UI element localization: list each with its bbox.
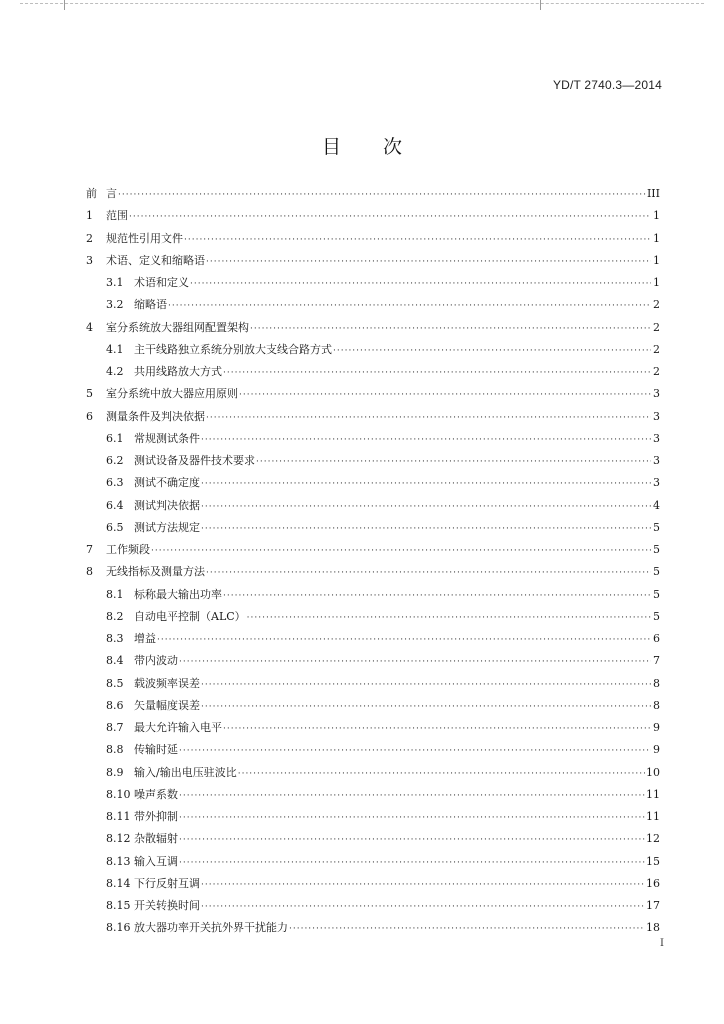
toc-entry[interactable] xyxy=(86,205,660,227)
toc-entry[interactable] xyxy=(86,450,660,472)
toc-leader-dots xyxy=(129,206,651,228)
toc-leader-dots xyxy=(223,362,651,384)
toc-entry-page: 5 xyxy=(653,587,660,601)
toc-entry[interactable] xyxy=(86,272,660,294)
toc-leader-dots xyxy=(206,407,651,429)
toc-entry-number: 8.13 xyxy=(106,854,131,868)
toc-entry-title: 测试设备及器件技术要求 xyxy=(134,454,255,467)
toc-entry-page: 3 xyxy=(653,476,660,490)
toc-leader-dots xyxy=(168,295,651,317)
toc-leader-dots xyxy=(179,785,645,807)
toc-entry[interactable] xyxy=(86,339,660,361)
toc-leader-dots xyxy=(223,585,651,607)
toc-entry-page: 8 xyxy=(653,698,660,712)
toc-entry-title: 术语和定义 xyxy=(134,276,189,289)
toc-entry-page: 9 xyxy=(653,721,660,734)
toc-entry-number: 8 xyxy=(86,565,93,579)
toc-entry-page: 16 xyxy=(646,876,660,890)
toc-entry-page: 1 xyxy=(653,209,660,223)
toc-entry-page: 3 xyxy=(653,409,660,423)
toc-entry-title: 室分系统放大器组网配置架构 xyxy=(106,320,249,334)
toc-entry-number: 8.12 xyxy=(106,832,131,846)
toc-entry-number: 6.3 xyxy=(106,476,124,490)
toc-entry-number: 4.1 xyxy=(106,342,124,356)
scan-edge-mark xyxy=(540,0,541,10)
page-number: I xyxy=(660,938,664,949)
toc-entry-title: 工作频段 xyxy=(106,543,150,556)
toc-entry[interactable] xyxy=(86,628,660,650)
toc-leader-dots xyxy=(201,429,651,451)
toc-leader-dots xyxy=(201,696,651,718)
toc-entry[interactable] xyxy=(86,584,660,606)
toc-entry-title: 言 xyxy=(106,187,117,200)
toc-entry[interactable] xyxy=(86,806,660,828)
toc-leader-dots xyxy=(151,540,651,562)
toc-entry-number: 8.16 xyxy=(106,921,131,935)
toc-entry-page: 8 xyxy=(653,676,660,690)
toc-leader-dots xyxy=(206,562,651,584)
toc-leader-dots xyxy=(201,496,651,518)
toc-leader-dots xyxy=(179,852,645,874)
toc-entry-number: 8.2 xyxy=(106,609,124,623)
toc-entry-page: 2 xyxy=(653,320,660,334)
toc-entry-page: 17 xyxy=(646,899,660,912)
toc-entry-number: 8.15 xyxy=(106,899,131,912)
toc-entry-number: 6.5 xyxy=(106,520,124,534)
toc-entry-number: 2 xyxy=(86,231,93,245)
toc-entry[interactable] xyxy=(86,428,660,450)
toc-entry-title: 载波频率误差 xyxy=(134,676,200,690)
toc-leader-dots xyxy=(179,740,651,762)
toc-leader-dots xyxy=(239,384,651,406)
toc-entry-title: 输入/输出电压驻波比 xyxy=(134,765,237,779)
toc-entry-number: 8.3 xyxy=(106,632,124,645)
toc-leader-dots xyxy=(201,674,651,696)
toc-entry-title: 常规测试条件 xyxy=(134,431,200,445)
toc-entry[interactable] xyxy=(86,739,660,761)
toc-entry[interactable] xyxy=(86,606,660,628)
toc-leader-dots xyxy=(184,229,651,251)
toc-title-part2: 次 xyxy=(383,136,403,158)
toc-entry-page: 9 xyxy=(653,743,660,757)
toc-entry[interactable] xyxy=(86,228,660,250)
toc-leader-dots xyxy=(179,651,651,673)
toc-entry[interactable] xyxy=(86,517,660,539)
toc-entry-number: 3 xyxy=(86,253,93,267)
toc-leader-dots xyxy=(201,518,651,540)
toc-entry[interactable] xyxy=(86,472,660,494)
toc-entry-title: 开关转换时间 xyxy=(134,899,200,912)
toc-entry[interactable] xyxy=(86,784,660,806)
toc-leader-dots xyxy=(206,251,651,273)
toc-entry-page: 6 xyxy=(653,632,660,645)
toc-entry-page: 15 xyxy=(646,854,660,868)
toc-entry-number: 6.4 xyxy=(106,498,124,512)
toc-entry-title: 测量条件及判决依据 xyxy=(106,409,205,423)
toc-entry-page: 3 xyxy=(653,454,660,467)
toc-leader-dots xyxy=(223,718,651,740)
toc-entry-page: 2 xyxy=(653,342,660,356)
toc-entry-page: 11 xyxy=(646,810,660,823)
toc-entry[interactable] xyxy=(86,561,660,583)
toc-entry[interactable] xyxy=(86,828,660,850)
toc-entry-page: 10 xyxy=(646,765,660,779)
toc-entry-number: 8.11 xyxy=(106,810,131,823)
toc-entry-number: 8.4 xyxy=(106,654,124,668)
toc-entry-title: 主干线路独立系统分别放大支线合路方式 xyxy=(134,342,332,356)
toc-entry-title: 增益 xyxy=(134,632,156,645)
toc-entry-title: 自动电平控制（ALC） xyxy=(134,609,246,623)
toc-entry[interactable] xyxy=(86,673,660,695)
toc-entry[interactable] xyxy=(86,695,660,717)
toc-entry-title: 测试判决依据 xyxy=(134,498,200,512)
toc-entry-title: 缩略语 xyxy=(134,298,167,312)
toc-entry-number: 7 xyxy=(86,543,93,556)
toc-entry-title: 杂散辐射 xyxy=(134,832,178,846)
toc-entry[interactable] xyxy=(86,851,660,873)
toc-entry-number: 3.1 xyxy=(106,276,124,289)
toc-entry-page: 4 xyxy=(653,498,660,512)
toc-leader-dots xyxy=(238,763,645,785)
toc-entry[interactable] xyxy=(86,294,660,316)
toc-entry[interactable] xyxy=(86,762,660,784)
toc-leader-dots xyxy=(190,273,651,295)
toc-entry-number: 8.1 xyxy=(106,587,124,601)
toc-entry-number: 6.1 xyxy=(106,431,124,445)
toc-entry-title: 最大允许输入电平 xyxy=(134,721,222,734)
toc-entry-title: 标称最大输出功率 xyxy=(134,587,222,601)
toc-entry-title: 带外抑制 xyxy=(134,810,178,823)
toc-entry-title: 术语、定义和缩略语 xyxy=(106,253,205,267)
toc-entry-number: 1 xyxy=(86,209,93,223)
toc-entry-title: 室分系统中放大器应用原则 xyxy=(106,387,238,401)
toc-entry-title: 范围 xyxy=(106,209,128,223)
toc-entry-title: 传输时延 xyxy=(134,743,178,757)
toc-entry-page: 12 xyxy=(646,832,660,846)
toc-entry-page: 18 xyxy=(646,921,660,935)
toc-leader-dots xyxy=(157,629,651,651)
toc-entry-page: 1 xyxy=(653,253,660,267)
toc-entry-title: 规范性引用文件 xyxy=(106,231,183,245)
toc-leader-dots xyxy=(179,807,645,829)
toc-entry-title: 放大器功率开关抗外界干扰能力 xyxy=(134,921,288,935)
toc-entry-number: 3.2 xyxy=(106,298,124,312)
toc-entry-title: 下行反射互调 xyxy=(134,876,200,890)
document-code: YD/T 2740.3—2014 xyxy=(552,78,662,92)
toc-leader-dots xyxy=(201,896,645,918)
toc-entry-title: 测试方法规定 xyxy=(134,520,200,534)
toc-leader-dots xyxy=(333,340,651,362)
toc-entry-number: 8.10 xyxy=(106,787,131,801)
toc-title-part1: 目 xyxy=(321,136,341,158)
toc-entry[interactable] xyxy=(86,495,660,517)
toc-leader-dots xyxy=(256,451,651,473)
toc-entry-page: 3 xyxy=(653,431,660,445)
toc-entry[interactable] xyxy=(86,361,660,383)
toc-leader-dots xyxy=(247,607,651,629)
toc-entry-page: 2 xyxy=(653,298,660,312)
toc-entry-number: 6 xyxy=(86,409,93,423)
toc-entry-number: 8.5 xyxy=(106,676,124,690)
table-of-contents xyxy=(86,183,660,940)
toc-entry-number: 8.9 xyxy=(106,765,124,779)
toc-leader-dots xyxy=(201,473,651,495)
toc-entry[interactable] xyxy=(86,383,660,405)
toc-entry[interactable] xyxy=(86,183,660,205)
toc-entry-page: III xyxy=(646,187,660,200)
toc-entry[interactable] xyxy=(86,917,660,939)
toc-entry-page: 5 xyxy=(653,609,660,623)
toc-entry-number: 8.6 xyxy=(106,698,124,712)
toc-entry[interactable] xyxy=(86,873,660,895)
toc-entry[interactable] xyxy=(86,250,660,272)
toc-entry[interactable] xyxy=(86,317,660,339)
toc-entry-page: 5 xyxy=(653,543,660,556)
toc-entry-number: 5 xyxy=(86,387,93,401)
toc-leader-dots xyxy=(118,184,646,206)
scan-edge-line xyxy=(20,3,704,5)
toc-entry-page: 5 xyxy=(653,520,660,534)
toc-entry-page: 7 xyxy=(653,654,660,668)
toc-entry-title: 矢量幅度误差 xyxy=(134,698,200,712)
toc-entry-title: 无线指标及测量方法 xyxy=(106,565,205,579)
toc-leader-dots xyxy=(179,829,645,851)
toc-entry-title: 共用线路放大方式 xyxy=(134,365,222,378)
toc-entry-title: 测试不确定度 xyxy=(134,476,200,490)
toc-entry[interactable] xyxy=(86,717,660,739)
toc-leader-dots xyxy=(289,918,645,940)
toc-entry-title: 噪声系数 xyxy=(134,787,178,801)
toc-entry[interactable] xyxy=(86,650,660,672)
toc-entry-number: 8.8 xyxy=(106,743,124,757)
toc-entry-number: 8.14 xyxy=(106,876,131,890)
toc-entry-page: 5 xyxy=(653,565,660,579)
toc-leader-dots xyxy=(201,874,645,896)
toc-entry-title: 输入互调 xyxy=(134,854,178,868)
toc-entry-number: 8.7 xyxy=(106,721,124,734)
toc-entry-page: 3 xyxy=(653,387,660,401)
toc-entry[interactable] xyxy=(86,539,660,561)
toc-entry-page: 1 xyxy=(653,276,660,289)
toc-entry[interactable] xyxy=(86,406,660,428)
toc-entry-page: 1 xyxy=(653,231,660,245)
toc-entry-page: 11 xyxy=(646,787,660,801)
toc-leader-dots xyxy=(250,318,651,340)
toc-entry-number: 4 xyxy=(86,320,93,334)
toc-entry-number: 前 xyxy=(86,187,97,200)
scan-edge-mark xyxy=(64,0,65,10)
toc-entry-number: 6.2 xyxy=(106,454,124,467)
toc-title xyxy=(0,132,724,159)
toc-entry-number: 4.2 xyxy=(106,365,124,378)
toc-entry-page: 2 xyxy=(653,365,660,378)
toc-entry[interactable] xyxy=(86,895,660,917)
toc-entry-title: 带内波动 xyxy=(134,654,178,668)
